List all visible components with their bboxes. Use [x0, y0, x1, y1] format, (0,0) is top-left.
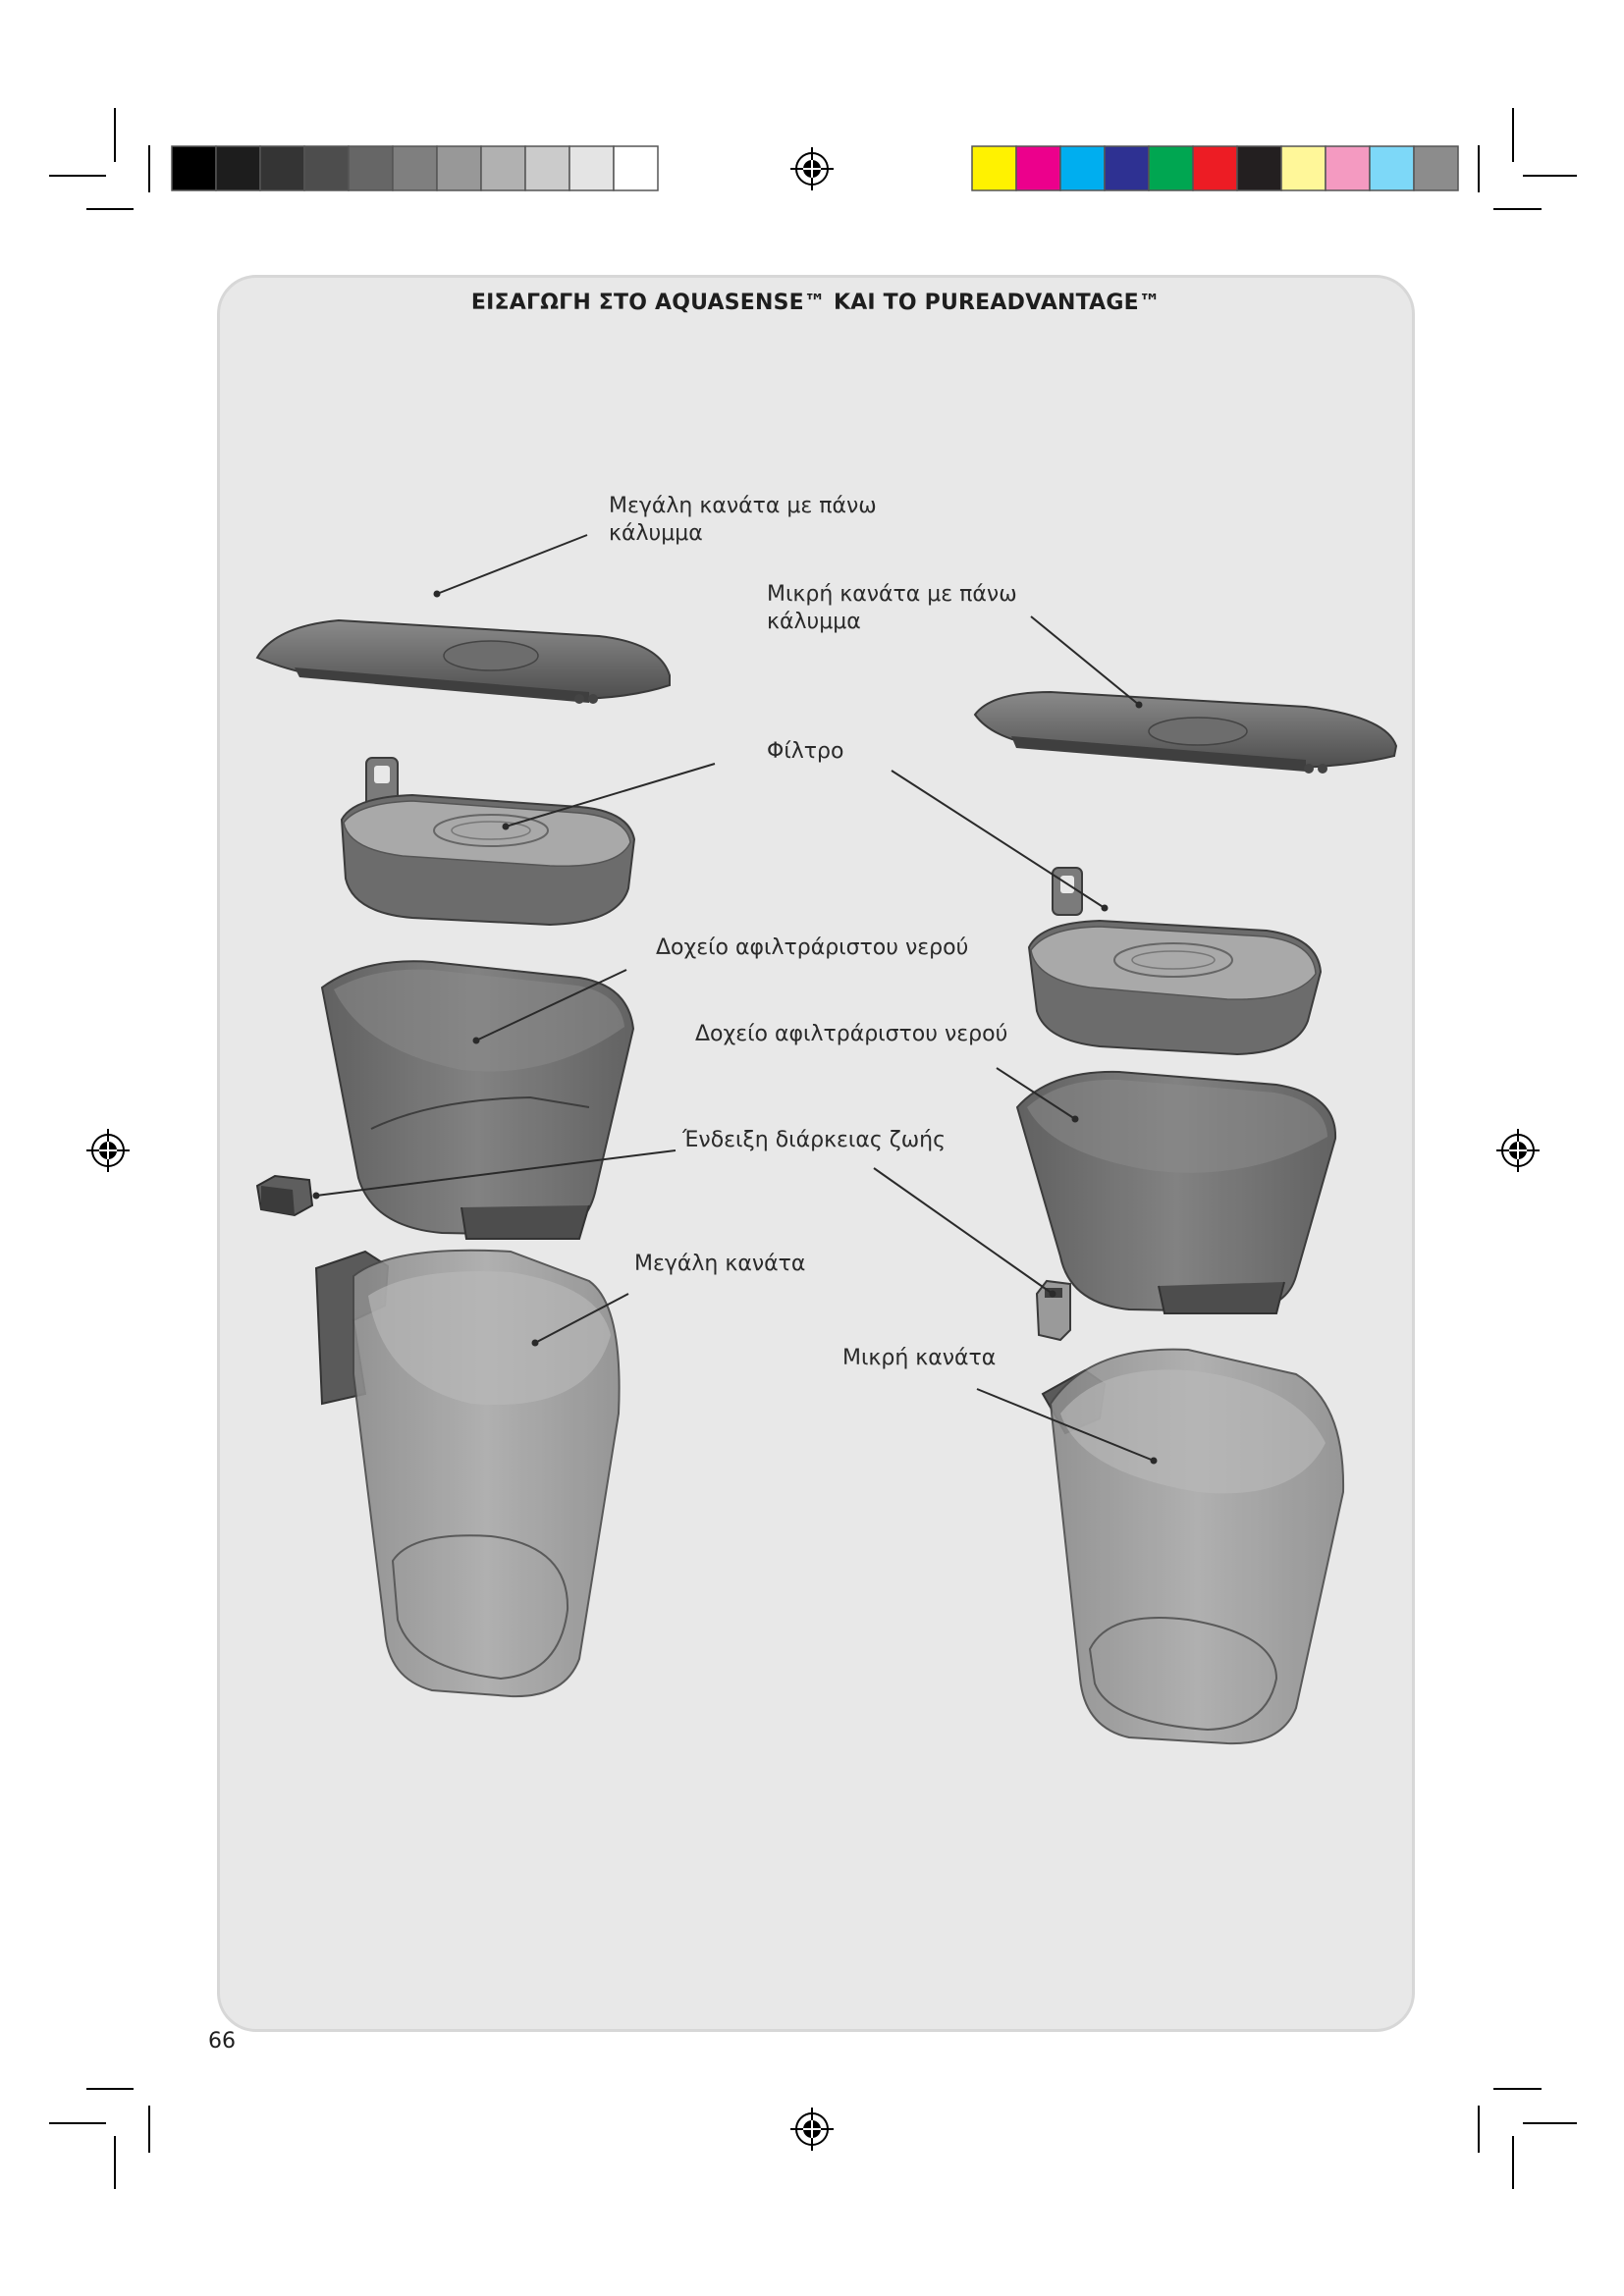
large-lid-label-line1: Μεγάλη κανάτα με πάνω [609, 494, 877, 518]
page-number: 66 [208, 2029, 236, 2054]
reservoir-large-label: Δοχείο αφιλτράριστου νερού [656, 935, 969, 960]
small-lid-label-line2: κάλυμμα [767, 610, 861, 634]
filter-label: Φίλτρο [767, 739, 844, 764]
large-reservoir-illustration [322, 961, 633, 1239]
reservoir-small-label: Δοχείο αφιλτράριστου νερού [695, 1022, 1008, 1046]
large-lid-illustration [257, 620, 670, 704]
large-pitcher-illustration [316, 1251, 620, 1696]
life-indicator-label: Ένδειξη διάρκειας ζωής [682, 1128, 947, 1152]
small-reservoir-illustration [1017, 1072, 1335, 1313]
small-life-indicator-illustration [1037, 1281, 1070, 1340]
small-lid-label [767, 581, 1017, 636]
small-lid-label-line1: Μικρή κανάτα με πάνω [767, 582, 1017, 607]
large-pitcher-label: Μεγάλη κανάτα [634, 1252, 806, 1276]
small-filter-illustration [1029, 868, 1321, 1054]
large-lid-label-line2: κάλυμμα [609, 521, 703, 546]
small-pitcher-label: Μικρή κανάτα [842, 1346, 997, 1370]
large-life-indicator-illustration [257, 1176, 312, 1215]
small-lid-illustration [975, 692, 1396, 774]
small-pitcher-illustration [1043, 1350, 1343, 1743]
page-title: ΕΙΣΑΓΩΓΗ ΣΤΟ AQUASENSE™ ΚΑΙ ΤΟ PUREADVANTAGE™ [470, 291, 1162, 315]
large-lid-label [609, 493, 877, 548]
large-filter-illustration [342, 758, 634, 925]
